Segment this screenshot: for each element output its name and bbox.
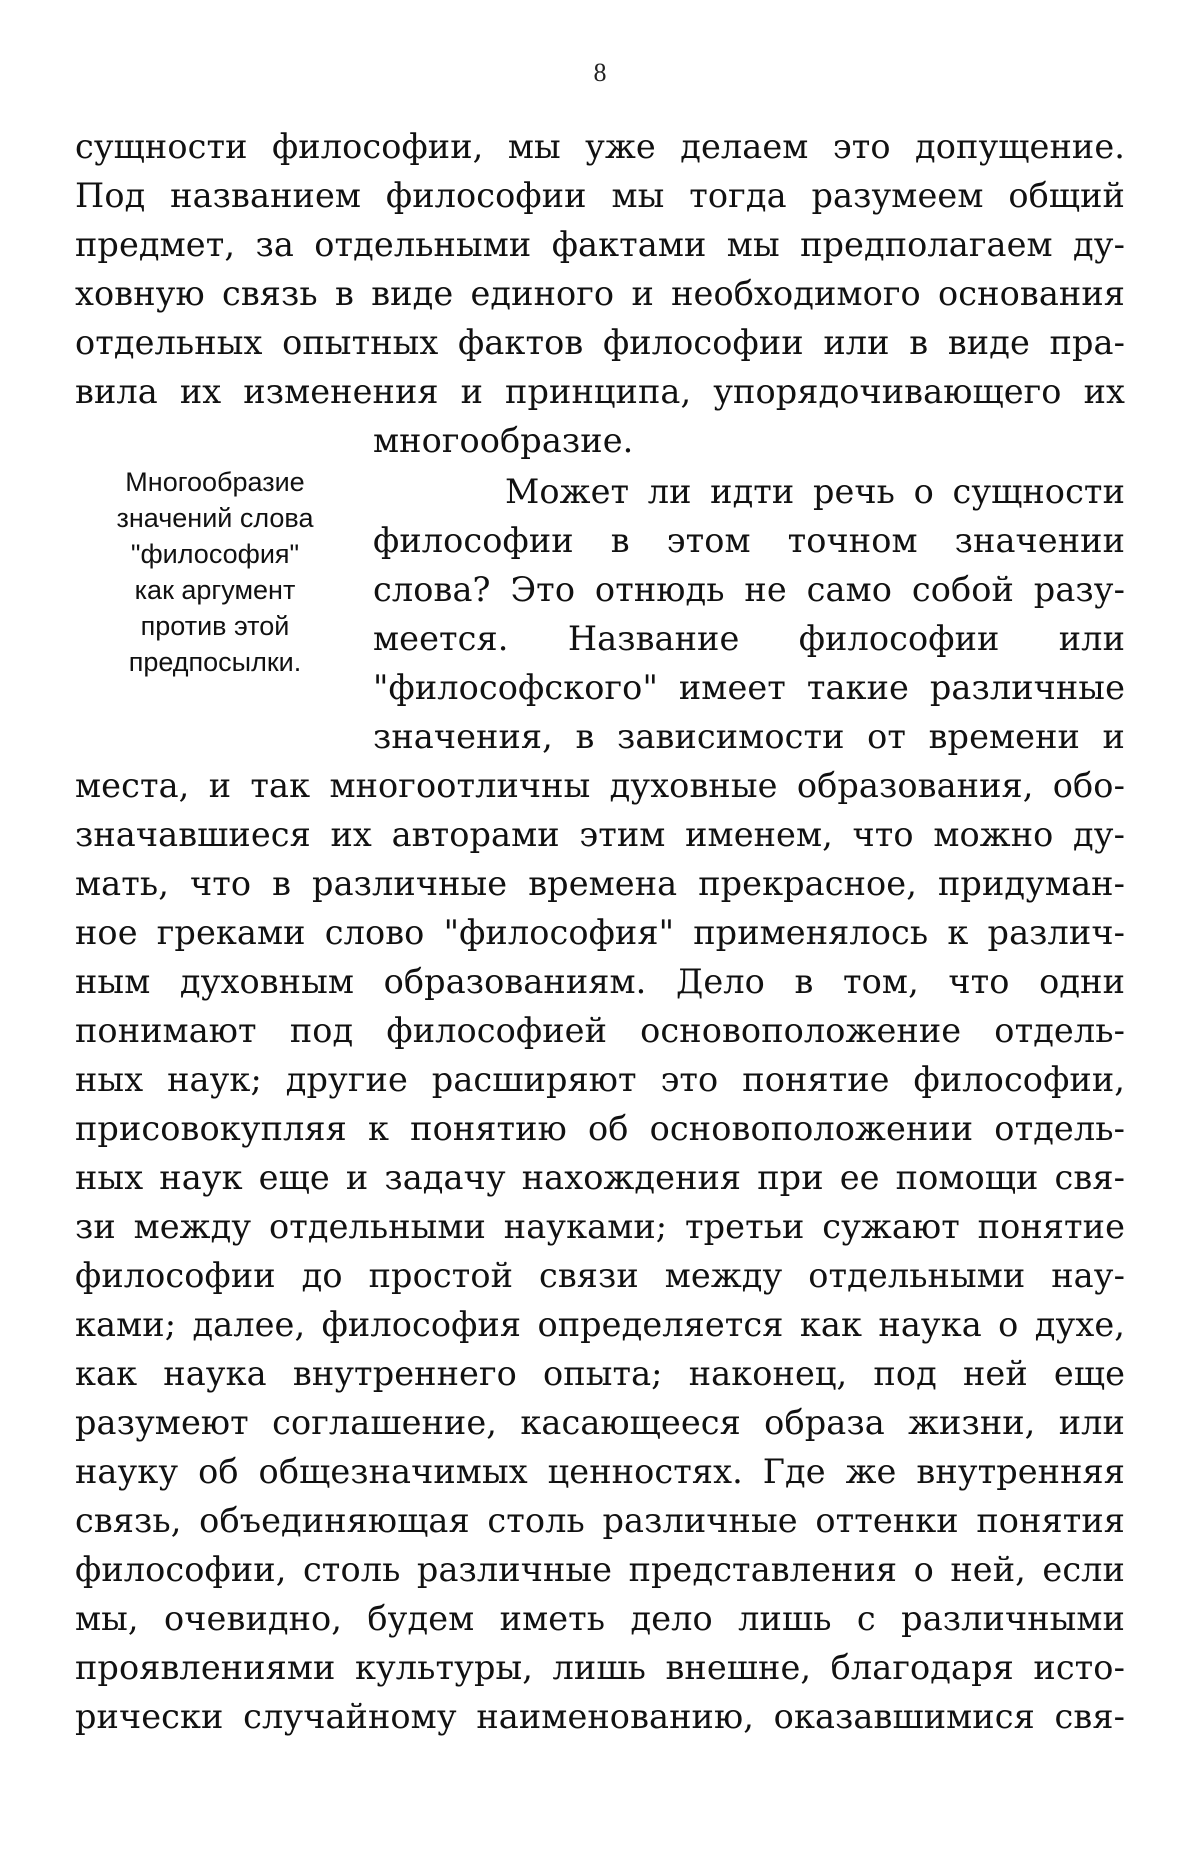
text-line: "философского" имеет такие различные — [373, 668, 1125, 707]
text-line: ками; далее, философия определяется как наука о духе, — [75, 1305, 1125, 1344]
marginal-note-line: значений слова — [116, 503, 314, 533]
text-line: как наука внутреннего опыта; наконец, под ней еще — [75, 1354, 1125, 1393]
marginal-note-line: предпосылки. — [128, 647, 302, 677]
text-line: ных наук; другие расширяют это понятие философии, — [75, 1060, 1125, 1099]
text-line: слова? Это отнюдь не само собой разу- — [373, 570, 1125, 609]
text-line: зи между отдельными науками; третьи сужают понятие — [75, 1207, 1125, 1246]
text-line: Может ли идти речь о сущности — [505, 472, 1125, 511]
text-line: философии до простой связи между отдельными нау- — [75, 1256, 1125, 1295]
text-line: ховную связь в виде единого и необходимого основания — [75, 274, 1125, 313]
text-line: присовокупляя к понятию об основоположении отдель- — [75, 1109, 1125, 1148]
text-line: сущности философии, мы уже делаем это допущение. — [75, 127, 1125, 166]
text-line: ное греками слово "философия" применялось к различ- — [75, 913, 1125, 952]
text-line: многообразие. — [373, 421, 634, 460]
text-line: ных наук еще и задачу нахождения при ее помощи свя- — [75, 1158, 1125, 1197]
text-line: Под названием философии мы тогда разумеем общий — [75, 176, 1125, 215]
text-line: философии, столь различные представления о ней, если — [75, 1550, 1125, 1589]
text-line: проявлениями культуры, лишь внешне, благодаря исто- — [75, 1648, 1125, 1687]
marginal-note-line: как аргумент — [134, 575, 296, 605]
marginal-note — [80, 464, 350, 680]
text-line: ным духовным образованиям. Дело в том, что одни — [75, 962, 1125, 1001]
text-line: меется. Название философии или — [373, 619, 1125, 658]
text-line: философии в этом точном значении — [373, 521, 1125, 560]
text-line: места, и так многоотличны духовные образования, обо- — [75, 766, 1125, 805]
text-line: вила их изменения и принципа, упорядочивающего их — [75, 372, 1125, 411]
text-line: рически случайному наименованию, оказавшимися свя- — [75, 1697, 1125, 1736]
marginal-note-line: "философия" — [130, 539, 300, 569]
marginal-note-line: против этой — [140, 611, 290, 641]
text-line: связь, объединяющая столь различные оттенки понятия — [75, 1501, 1125, 1540]
text-line: мы, очевидно, будем иметь дело лишь с различными — [75, 1599, 1125, 1638]
text-line: мать, что в различные времена прекрасное, придуман- — [75, 864, 1125, 903]
text-line: значавшиеся их авторами этим именем, что можно ду- — [75, 815, 1125, 854]
text-line: предмет, за отдельными фактами мы предполагаем ду- — [75, 225, 1125, 264]
text-line: значения, в зависимости от времени и — [373, 717, 1125, 756]
text-line: понимают под философией основоположение отдель- — [75, 1011, 1125, 1050]
text-line: отдельных опытных фактов философии или в виде пра- — [75, 323, 1125, 362]
marginal-note-line: Многообразие — [125, 467, 305, 497]
page-number: 8 — [593, 58, 607, 87]
text-line: науку об общезначимых ценностях. Где же внутренняя — [75, 1452, 1125, 1491]
text-line: разумеют соглашение, касающееся образа жизни, или — [75, 1403, 1125, 1442]
